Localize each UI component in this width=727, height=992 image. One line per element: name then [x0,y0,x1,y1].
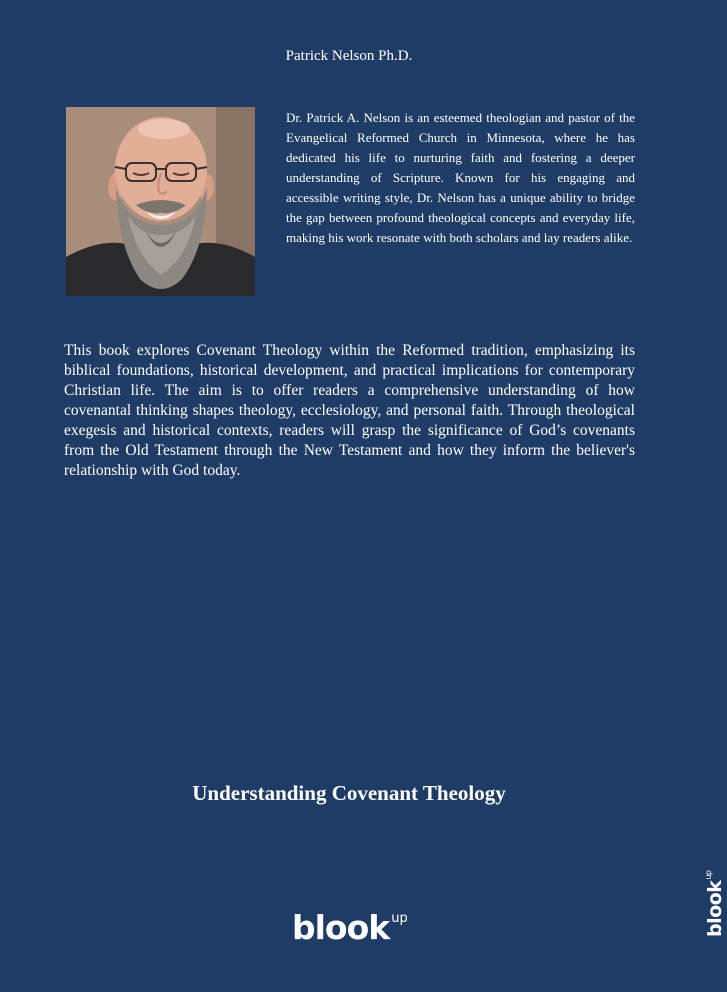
book-description: This book explores Covenant Theology within the Reformed tradition, emphasizing its biblical foundations, historical development, and practical implications for contemporary Christian life. The aim is to offer readers a comprehensive understanding of how covenantal thinking shapes theology, ecclesiology, and personal faith. Through theological exegesis and historical contexts, readers will grasp the significance of God’s covenants from the Old Testament through the New Testament and how they inform the believer's relationship with God today. [64,342,635,479]
author-bio: Dr. Patrick A. Nelson is an esteemed theologian and pastor of the Evangelical Reformed Church in Minnesota, where he has dedicated his life to nurturing faith and fostering a deeper understanding of Scripture. Known for his engaging and accessible writing style, Dr. Nelson has a unique ability to bridge the gap between profound theological concepts and everyday life, making his work resonate with both scholars and lay readers alike. [286,110,635,245]
spine-logo-text: blook [704,880,726,937]
publisher-logo-text: blook [292,908,390,947]
publisher-logo [292,899,408,947]
publisher-logo-sup: up [391,911,408,926]
author-name: Patrick Nelson Ph.D. [285,48,413,64]
spine-logo-sup: up [704,870,713,880]
book-title: Understanding Covenant Theology [192,781,506,805]
spine-publisher-logo [697,870,727,937]
author-portrait [66,107,255,296]
